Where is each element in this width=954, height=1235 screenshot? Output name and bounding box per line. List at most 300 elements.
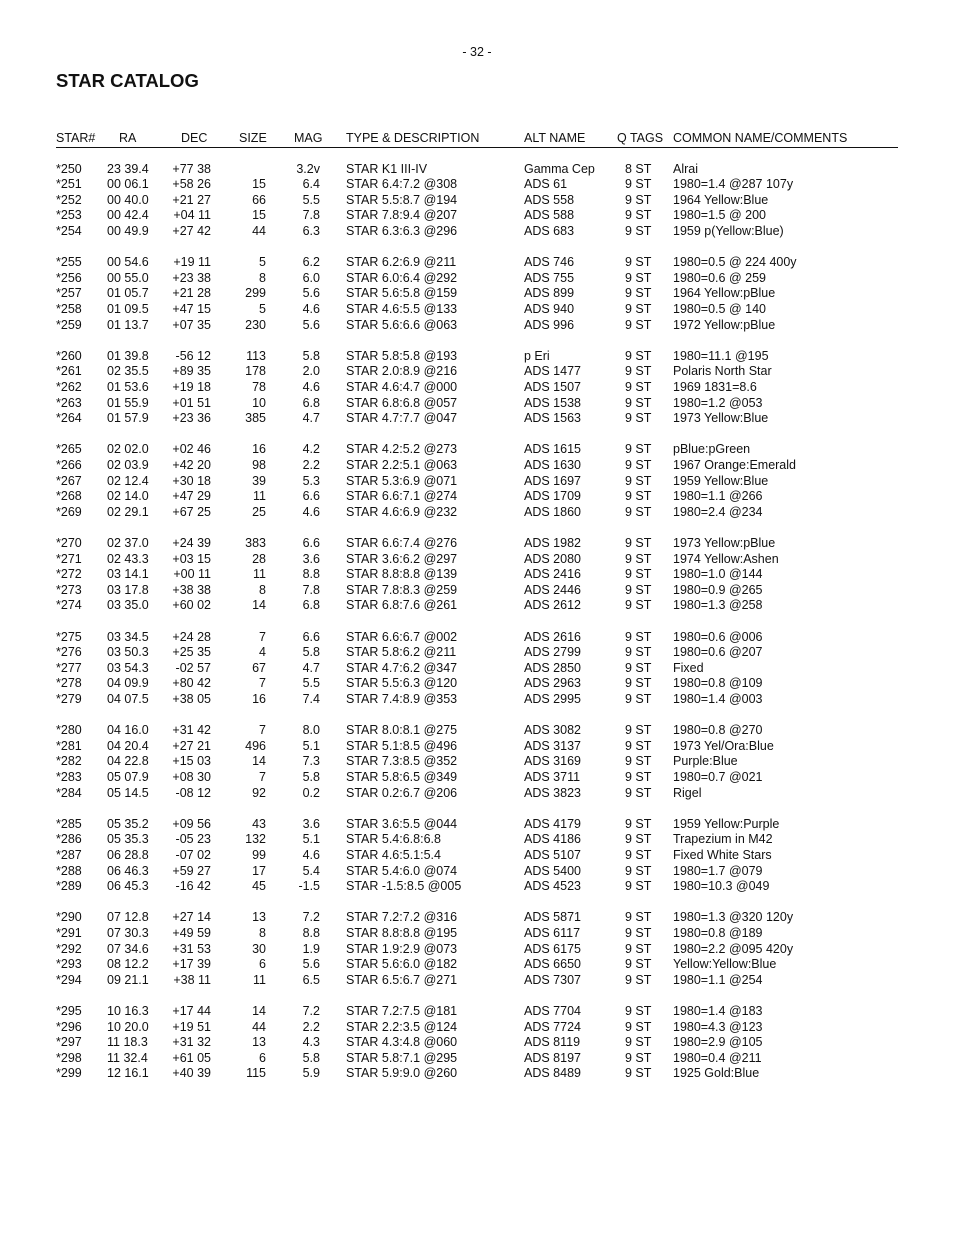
mag-value: 6.3	[302, 223, 320, 238]
comment: 1980=2.9 @105	[673, 1035, 763, 1050]
ra-value: 04 07.5	[107, 691, 149, 706]
comment: 1980=0.9 @265	[673, 582, 763, 597]
star-number: *250	[56, 161, 82, 176]
mag-value: 3.6	[302, 551, 320, 566]
alt-name: ADS 4179	[524, 816, 581, 831]
comment: 1980=1.4 @003	[673, 691, 763, 706]
q-tags: 9 ST	[625, 598, 652, 613]
ra-value: 04 22.8	[107, 754, 149, 769]
q-tags: 9 ST	[625, 957, 652, 972]
alt-name: ADS 2612	[524, 598, 581, 613]
mag-value: 2.0	[302, 364, 320, 379]
comment: 1974 Yellow:Ashen	[673, 551, 779, 566]
type-description: STAR 4.6:4.7 @000	[346, 379, 458, 394]
size-value: 132	[245, 832, 266, 847]
mag-value: 8.0	[302, 723, 320, 738]
star-number: *256	[56, 270, 82, 285]
q-tags: 9 ST	[625, 910, 652, 925]
dec-value: +27 42	[172, 223, 211, 238]
mag-value: 3.2v	[296, 161, 320, 176]
ra-value: 11 32.4	[107, 1050, 148, 1065]
alt-name: ADS 2616	[524, 629, 581, 644]
mag-value: 6.8	[302, 395, 320, 410]
dec-value: +31 42	[172, 723, 211, 738]
dec-value: +21 28	[172, 286, 211, 301]
dec-value: +25 35	[172, 645, 211, 660]
type-description: STAR 5.8:7.1 @295	[346, 1050, 458, 1065]
star-number: *251	[56, 177, 82, 192]
mag-value: 5.8	[302, 769, 320, 784]
table-row	[0, 926, 954, 942]
comment: 1959 p(Yellow:Blue)	[673, 223, 784, 238]
comment: 1980=1.3 @258	[673, 598, 763, 613]
type-description: STAR 5.1:8.5 @496	[346, 738, 458, 753]
size-value: 7	[259, 723, 266, 738]
alt-name: ADS 5400	[524, 863, 581, 878]
type-description: STAR 5.5:8.7 @194	[346, 192, 458, 207]
type-description: STAR 7.3:8.5 @352	[346, 754, 458, 769]
ra-value: 07 34.6	[107, 941, 149, 956]
comment: pBlue:pGreen	[673, 442, 751, 457]
star-number: *289	[56, 879, 82, 894]
type-description: STAR 4.2:5.2 @273	[346, 442, 458, 457]
q-tags: 9 ST	[625, 223, 652, 238]
type-description: STAR 6.2:6.9 @211	[346, 255, 457, 270]
ra-value: 02 12.4	[107, 473, 149, 488]
ra-value: 00 49.9	[107, 223, 149, 238]
dec-value: +19 51	[172, 1019, 211, 1034]
mag-value: 4.6	[302, 504, 320, 519]
header-star: STAR#	[56, 131, 96, 145]
type-description: STAR 6.5:6.7 @271	[346, 972, 458, 987]
ra-value: 00 06.1	[107, 177, 149, 192]
table-row	[0, 536, 954, 552]
type-description: STAR 7.8:9.4 @207	[346, 208, 458, 223]
header-ra: RA	[119, 131, 137, 145]
header-alt-name: ALT NAME	[524, 131, 586, 145]
type-description: STAR 4.3:4.8 @060	[346, 1035, 458, 1050]
dec-value: +47 29	[172, 489, 211, 504]
star-number: *267	[56, 473, 82, 488]
star-number: *299	[56, 1066, 82, 1081]
type-description: STAR 5.3:6.9 @071	[346, 473, 458, 488]
q-tags: 9 ST	[625, 879, 652, 894]
star-number: *285	[56, 816, 82, 831]
q-tags: 9 ST	[625, 723, 652, 738]
comment: Fixed	[673, 660, 704, 675]
size-value: 92	[252, 785, 266, 800]
table-row	[0, 957, 954, 973]
comment: 1980=10.3 @049	[673, 879, 770, 894]
type-description: STAR 5.4:6.8:6.8	[346, 832, 441, 847]
type-description: STAR 8.0:8.1 @275	[346, 723, 458, 738]
comment: 1980=1.0 @144	[673, 567, 763, 582]
star-number: *281	[56, 738, 82, 753]
page-title: STAR CATALOG	[56, 70, 199, 91]
star-number: *284	[56, 785, 82, 800]
type-description: STAR 3.6:5.5 @044	[346, 816, 458, 831]
comment: 1959 Yellow:Purple	[673, 816, 780, 831]
q-tags: 9 ST	[625, 785, 652, 800]
dec-value: +00 11	[173, 567, 211, 582]
size-value: 30	[252, 941, 266, 956]
type-description: STAR 6.3:6.3 @296	[346, 223, 458, 238]
mag-value: 4.3	[302, 1035, 320, 1050]
size-value: 383	[245, 535, 266, 550]
ra-value: 03 17.8	[107, 582, 149, 597]
q-tags: 9 ST	[625, 473, 652, 488]
comment: 1980=1.2 @053	[673, 395, 763, 410]
mag-value: -1.5	[298, 879, 320, 894]
dec-value: +61 05	[172, 1050, 211, 1065]
size-value: 17	[252, 863, 266, 878]
size-value: 113	[246, 348, 266, 363]
ra-value: 03 50.3	[107, 645, 149, 660]
table-row	[0, 645, 954, 661]
mag-value: 8.8	[302, 567, 320, 582]
ra-value: 03 14.1	[107, 567, 149, 582]
type-description: STAR 5.8:5.8 @193	[346, 348, 458, 363]
star-number: *287	[56, 847, 82, 862]
ra-value: 06 46.3	[107, 863, 149, 878]
mag-value: 5.6	[302, 317, 320, 332]
type-description: STAR 6.4:7.2 @308	[346, 177, 458, 192]
star-number: *269	[56, 504, 82, 519]
type-description: STAR 8.8:8.8 @195	[346, 925, 458, 940]
type-description: STAR -1.5:8.5 @005	[346, 879, 462, 894]
mag-value: 7.4	[302, 691, 320, 706]
table-row	[0, 302, 954, 318]
table-row	[0, 1066, 954, 1082]
star-number: *258	[56, 301, 82, 316]
dec-value: +08 30	[172, 769, 211, 784]
ra-value: 01 05.7	[107, 286, 149, 301]
table-row	[0, 364, 954, 380]
size-value: 8	[259, 582, 266, 597]
dec-value: +40 39	[172, 1066, 211, 1081]
mag-value: 6.8	[302, 598, 320, 613]
mag-value: 7.3	[302, 754, 320, 769]
dec-value: +59 27	[172, 863, 211, 878]
comment: 1980=2.4 @234	[673, 504, 763, 519]
ra-value: 23 39.4	[107, 161, 149, 176]
table-row	[0, 349, 954, 365]
q-tags: 9 ST	[625, 691, 652, 706]
comment: Rigel	[673, 785, 702, 800]
ra-value: 00 42.4	[107, 208, 149, 223]
table-header	[0, 131, 954, 147]
dec-value: +02 46	[172, 442, 211, 457]
alt-name: ADS 2446	[524, 582, 581, 597]
dec-value: +09 56	[172, 816, 211, 831]
table-row	[0, 832, 954, 848]
comment: 1969 1831=8.6	[673, 379, 757, 394]
dec-value: +17 39	[172, 957, 211, 972]
size-value: 98	[252, 457, 266, 472]
star-number: *271	[56, 551, 82, 566]
size-value: 44	[252, 223, 266, 238]
alt-name: ADS 7724	[524, 1019, 581, 1034]
q-tags: 9 ST	[625, 1066, 652, 1081]
comment: 1980=0.6 @006	[673, 629, 763, 644]
star-number: *254	[56, 223, 82, 238]
type-description: STAR 6.6:7.1 @274	[346, 489, 458, 504]
type-description: STAR K1 III-IV	[346, 161, 428, 176]
alt-name: ADS 5871	[524, 910, 581, 925]
table-row	[0, 864, 954, 880]
table-row	[0, 489, 954, 505]
size-value: 5	[259, 301, 266, 316]
mag-value: 6.4	[302, 177, 320, 192]
size-value: 8	[259, 925, 266, 940]
ra-value: 12 16.1	[107, 1066, 149, 1081]
comment: 1980=0.6 @207	[673, 645, 763, 660]
alt-name: ADS 4186	[524, 832, 581, 847]
mag-value: 4.2	[302, 442, 320, 457]
table-row	[0, 1051, 954, 1067]
q-tags: 9 ST	[625, 457, 652, 472]
type-description: STAR 6.0:6.4 @292	[346, 270, 458, 285]
size-value: 43	[252, 816, 266, 831]
mag-value: 4.6	[302, 301, 320, 316]
mag-value: 6.0	[302, 270, 320, 285]
dec-value: +31 32	[172, 1035, 211, 1050]
ra-value: 05 35.3	[107, 832, 149, 847]
comment: 1972 Yellow:pBlue	[673, 317, 776, 332]
dec-value: +38 11	[173, 972, 211, 987]
q-tags: 9 ST	[625, 769, 652, 784]
size-value: 10	[252, 395, 266, 410]
q-tags: 9 ST	[625, 364, 652, 379]
dec-value: +89 35	[172, 364, 211, 379]
star-number: *263	[56, 395, 82, 410]
star-number: *276	[56, 645, 82, 660]
ra-value: 00 55.0	[107, 270, 149, 285]
size-value: 14	[252, 598, 266, 613]
mag-value: 6.2	[302, 255, 320, 270]
comment: 1967 Orange:Emerald	[673, 457, 796, 472]
alt-name: ADS 1563	[524, 411, 581, 426]
table-row	[0, 1020, 954, 1036]
header-type: TYPE & DESCRIPTION	[346, 131, 480, 145]
header-size: SIZE	[239, 131, 267, 145]
ra-value: 00 54.6	[107, 255, 149, 270]
size-value: 7	[259, 676, 266, 691]
q-tags: 8 ST	[625, 161, 652, 176]
alt-name: ADS 2080	[524, 551, 581, 566]
comment: 1980=0.8 @109	[673, 676, 763, 691]
alt-name: ADS 1477	[524, 364, 581, 379]
table-row	[0, 193, 954, 209]
dec-value: +31 53	[172, 941, 211, 956]
size-value: 4	[259, 645, 266, 660]
q-tags: 9 ST	[625, 255, 652, 270]
type-description: STAR 5.8:6.2 @211	[346, 645, 457, 660]
star-number: *272	[56, 567, 82, 582]
type-description: STAR 5.4:6.0 @074	[346, 863, 458, 878]
q-tags: 9 ST	[625, 317, 652, 332]
alt-name: ADS 7704	[524, 1003, 581, 1018]
dec-value: +42 20	[172, 457, 211, 472]
alt-name: ADS 3082	[524, 723, 581, 738]
star-number: *252	[56, 192, 82, 207]
type-description: STAR 6.8:6.8 @057	[346, 395, 458, 410]
alt-name: ADS 1860	[524, 504, 581, 519]
type-description: STAR 5.8:6.5 @349	[346, 769, 458, 784]
mag-value: 5.8	[302, 645, 320, 660]
ra-value: 01 55.9	[107, 395, 149, 410]
type-description: STAR 6.8:7.6 @261	[346, 598, 458, 613]
alt-name: ADS 940	[524, 301, 575, 316]
dec-value: +07 35	[172, 317, 211, 332]
size-value: 16	[252, 442, 266, 457]
alt-name: ADS 996	[524, 317, 575, 332]
table-row	[0, 1035, 954, 1051]
star-number: *265	[56, 442, 82, 457]
table-row	[0, 676, 954, 692]
mag-value: 5.3	[302, 473, 320, 488]
comment: Trapezium in M42	[673, 832, 773, 847]
dec-value: +04 11	[173, 208, 211, 223]
q-tags: 9 ST	[625, 395, 652, 410]
ra-value: 01 53.6	[107, 379, 149, 394]
comment: 1973 Yellow:Blue	[673, 411, 769, 426]
q-tags: 9 ST	[625, 551, 652, 566]
size-value: 13	[252, 1035, 266, 1050]
q-tags: 9 ST	[625, 348, 652, 363]
table-row	[0, 162, 954, 178]
table-row	[0, 817, 954, 833]
table-row	[0, 598, 954, 614]
alt-name: ADS 7307	[524, 972, 581, 987]
alt-name: ADS 61	[524, 177, 568, 192]
mag-value: 5.1	[302, 738, 320, 753]
size-value: 6	[259, 1050, 266, 1065]
ra-value: 01 09.5	[107, 301, 149, 316]
mag-value: 6.6	[302, 489, 320, 504]
size-value: 385	[245, 411, 266, 426]
table-row	[0, 318, 954, 334]
comment: 1980=0.6 @ 259	[673, 270, 766, 285]
mag-value: 4.6	[302, 379, 320, 394]
star-number: *296	[56, 1019, 82, 1034]
mag-value: 5.1	[302, 832, 320, 847]
alt-name: ADS 746	[524, 255, 575, 270]
mag-value: 4.6	[302, 847, 320, 862]
ra-value: 02 35.5	[107, 364, 149, 379]
header-q-tags: Q TAGS	[617, 131, 664, 145]
alt-name: ADS 1709	[524, 489, 581, 504]
header-mag: MAG	[294, 131, 323, 145]
mag-value: 5.9	[302, 1066, 320, 1081]
ra-value: 03 54.3	[107, 660, 149, 675]
type-description: STAR 2.2:3.5 @124	[346, 1019, 458, 1034]
comment: 1964 Yellow:pBlue	[673, 286, 776, 301]
q-tags: 9 ST	[625, 676, 652, 691]
ra-value: 06 45.3	[107, 879, 149, 894]
alt-name: ADS 558	[524, 192, 575, 207]
alt-name: ADS 4523	[524, 879, 581, 894]
star-number: *283	[56, 769, 82, 784]
table-row	[0, 848, 954, 864]
dec-value: +21 27	[172, 192, 211, 207]
type-description: STAR 6.6:7.4 @276	[346, 535, 458, 550]
table-row	[0, 286, 954, 302]
size-value: 78	[252, 379, 266, 394]
ra-value: 01 13.7	[107, 317, 149, 332]
alt-name: ADS 3711	[524, 769, 581, 784]
type-description: STAR 4.6:6.9 @232	[346, 504, 458, 519]
table-row	[0, 380, 954, 396]
table-row	[0, 973, 954, 989]
dec-value: +77 38	[172, 161, 211, 176]
q-tags: 9 ST	[625, 972, 652, 987]
type-description: STAR 4.7:6.2 @347	[346, 660, 458, 675]
mag-value: 2.2	[302, 1019, 320, 1034]
dec-value: +15 03	[172, 754, 211, 769]
alt-name: ADS 8197	[524, 1050, 581, 1065]
type-description: STAR 7.2:7.2 @316	[346, 910, 458, 925]
comment: 1973 Yel/Ora:Blue	[673, 738, 774, 753]
dec-value: +38 05	[172, 691, 211, 706]
header-rule	[56, 147, 898, 148]
alt-name: ADS 588	[524, 208, 575, 223]
alt-name: ADS 2850	[524, 660, 581, 675]
q-tags: 9 ST	[625, 925, 652, 940]
table-row	[0, 567, 954, 583]
dec-value: +24 39	[172, 535, 211, 550]
comment: 1980=1.4 @287 107y	[673, 177, 794, 192]
table-row	[0, 739, 954, 755]
mag-value: 5.5	[302, 676, 320, 691]
type-description: STAR 4.6:5.5 @133	[346, 301, 458, 316]
type-description: STAR 4.7:7.7 @047	[346, 411, 458, 426]
star-number: *262	[56, 379, 82, 394]
q-tags: 9 ST	[625, 941, 652, 956]
alt-name: ADS 6175	[524, 941, 581, 956]
header-comments: COMMON NAME/COMMENTS	[673, 131, 848, 145]
star-number: *277	[56, 660, 82, 675]
table-row	[0, 583, 954, 599]
alt-name: ADS 2995	[524, 691, 581, 706]
type-description: STAR 5.6:6.6 @063	[346, 317, 458, 332]
size-value: 299	[245, 286, 266, 301]
star-number: *290	[56, 910, 82, 925]
table-row	[0, 224, 954, 240]
q-tags: 9 ST	[625, 442, 652, 457]
comment: 1980=2.2 @095 420y	[673, 941, 794, 956]
mag-value: 1.9	[302, 941, 320, 956]
ra-value: 02 37.0	[107, 535, 149, 550]
size-value: 15	[252, 208, 266, 223]
comment: 1980=0.4 @211	[673, 1050, 762, 1065]
size-value: 45	[252, 879, 266, 894]
mag-value: 4.7	[302, 411, 320, 426]
comment: Alrai	[673, 161, 699, 176]
alt-name: ADS 1982	[524, 535, 581, 550]
q-tags: 9 ST	[625, 1035, 652, 1050]
ra-value: 09 21.1	[107, 972, 149, 987]
alt-name: ADS 1538	[524, 395, 581, 410]
star-number: *255	[56, 255, 82, 270]
type-description: STAR 7.8:8.3 @259	[346, 582, 458, 597]
alt-name: ADS 8119	[524, 1035, 581, 1050]
star-number: *279	[56, 691, 82, 706]
comment: 1980=11.1 @195	[673, 348, 769, 363]
star-number: *264	[56, 411, 82, 426]
table-row	[0, 754, 954, 770]
dec-value: -05 23	[175, 832, 211, 847]
